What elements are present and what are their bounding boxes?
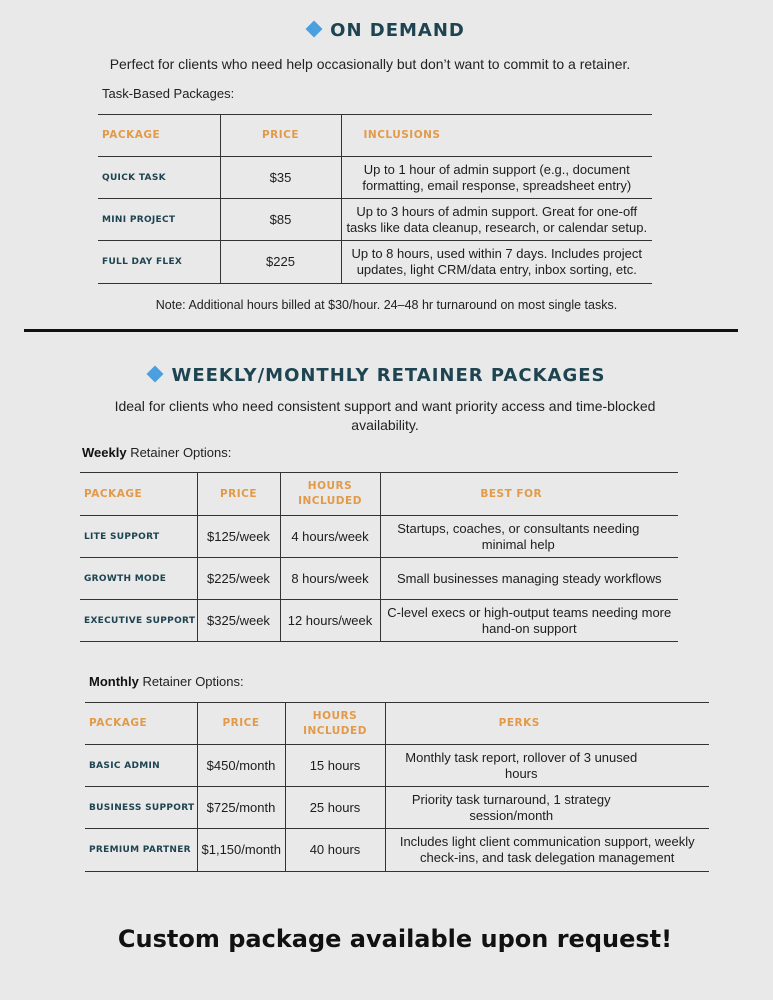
package-price: $1,150/month	[197, 829, 285, 872]
header-hours: HOURS INCLUDED	[285, 703, 385, 745]
header-price: PRICE	[197, 703, 285, 745]
header-best-for: BEST FOR	[480, 487, 543, 500]
footer-callout: Custom package available upon request!	[117, 925, 673, 953]
package-hours: 40 hours	[285, 829, 385, 872]
package-inclusions: Up to 8 hours, used within 7 days. Includes project updates, light CRM/data entry, inbox sorting, etc.	[351, 246, 642, 277]
table-row	[85, 745, 709, 787]
package-hours: 12 hours/week	[280, 600, 380, 642]
table-row	[98, 199, 652, 241]
header-package: PACKAGE	[98, 115, 220, 157]
package-name: QUICK TASK	[98, 157, 220, 199]
package-hours: 15 hours	[285, 745, 385, 787]
package-price: $35	[220, 157, 341, 199]
package-price: $325/week	[197, 600, 280, 642]
package-name: PREMIUM PARTNER	[85, 829, 197, 872]
weekly-label: Weekly Retainer Options:	[82, 445, 232, 460]
package-perks: Monthly task report, rollover of 3 unused hours	[405, 749, 638, 781]
table-row	[98, 157, 652, 199]
header-price: PRICE	[220, 115, 341, 157]
diamond-icon	[306, 21, 323, 38]
header-package: PACKAGE	[80, 473, 197, 516]
table-row	[98, 241, 652, 284]
task-based-label: Task-Based Packages:	[102, 86, 235, 101]
package-price: $450/month	[197, 745, 285, 787]
package-name: GROWTH MODE	[80, 558, 197, 600]
package-inclusions: Up to 1 hour of admin support (e.g., document formatting, email response, spreadsheet entry)	[362, 161, 632, 193]
package-name: MINI PROJECT	[98, 199, 220, 241]
on-demand-note: Note: Additional hours billed at $30/hour. 24–48 hr turnaround on most single tasks.	[155, 298, 618, 312]
package-name: FULL DAY FLEX	[98, 241, 220, 284]
table-header-row	[80, 473, 678, 516]
diamond-icon	[147, 366, 164, 383]
package-perks: Priority task turnaround, 1 strategy session/month	[411, 791, 611, 823]
header-inclusions: INCLUSIONS	[363, 129, 441, 141]
package-price: $125/week	[197, 516, 280, 558]
weekly-table	[80, 472, 678, 642]
retainer-title: WEEKLY/MONTHLY RETAINER PACKAGES	[0, 365, 755, 386]
header-hours: HOURS INCLUDED	[280, 473, 380, 516]
header-price: PRICE	[197, 473, 280, 516]
package-name: EXECUTIVE SUPPORT	[80, 600, 197, 642]
package-perks: Includes light client communication support, weekly check-ins, and task delegation management	[399, 834, 695, 865]
table-header-row	[85, 703, 709, 745]
header-perks: PERKS	[498, 717, 540, 729]
package-best-for: C-level execs or high-output teams needing more hand-on support	[387, 604, 672, 636]
table-row	[80, 600, 678, 642]
table-row	[80, 516, 678, 558]
package-hours: 8 hours/week	[280, 558, 380, 600]
table-row	[85, 829, 709, 872]
section-divider	[24, 329, 738, 332]
table-row	[85, 787, 709, 829]
package-best-for: Startups, coaches, or consultants needing minimal help	[397, 520, 640, 552]
on-demand-intro: Perfect for clients who need help occasionally but don’t want to commit to a retainer.	[109, 56, 631, 72]
package-hours: 25 hours	[285, 787, 385, 829]
monthly-label: Monthly Retainer Options:	[89, 674, 244, 689]
package-hours: 4 hours/week	[280, 516, 380, 558]
table-header-row	[98, 115, 652, 157]
package-price: $725/month	[197, 787, 285, 829]
package-name: LITE SUPPORT	[80, 516, 197, 558]
package-inclusions: Up to 3 hours of admin support. Great for one-off tasks like data cleanup, research, or calendar setup.	[346, 203, 648, 235]
on-demand-table	[98, 114, 652, 284]
monthly-table	[85, 702, 709, 872]
header-package: PACKAGE	[85, 703, 197, 745]
package-name: BUSINESS SUPPORT	[85, 787, 197, 829]
package-price: $225/week	[197, 558, 280, 600]
on-demand-title: ON DEMAND	[0, 20, 773, 41]
package-best-for: Small businesses managing steady workflows	[397, 570, 662, 586]
table-row	[80, 558, 678, 600]
package-price: $85	[220, 199, 341, 241]
retainer-intro: Ideal for clients who need consistent support and want priority access and time-blocked availability.	[114, 398, 656, 433]
package-name: BASIC ADMIN	[85, 745, 197, 787]
package-price: $225	[220, 241, 341, 284]
